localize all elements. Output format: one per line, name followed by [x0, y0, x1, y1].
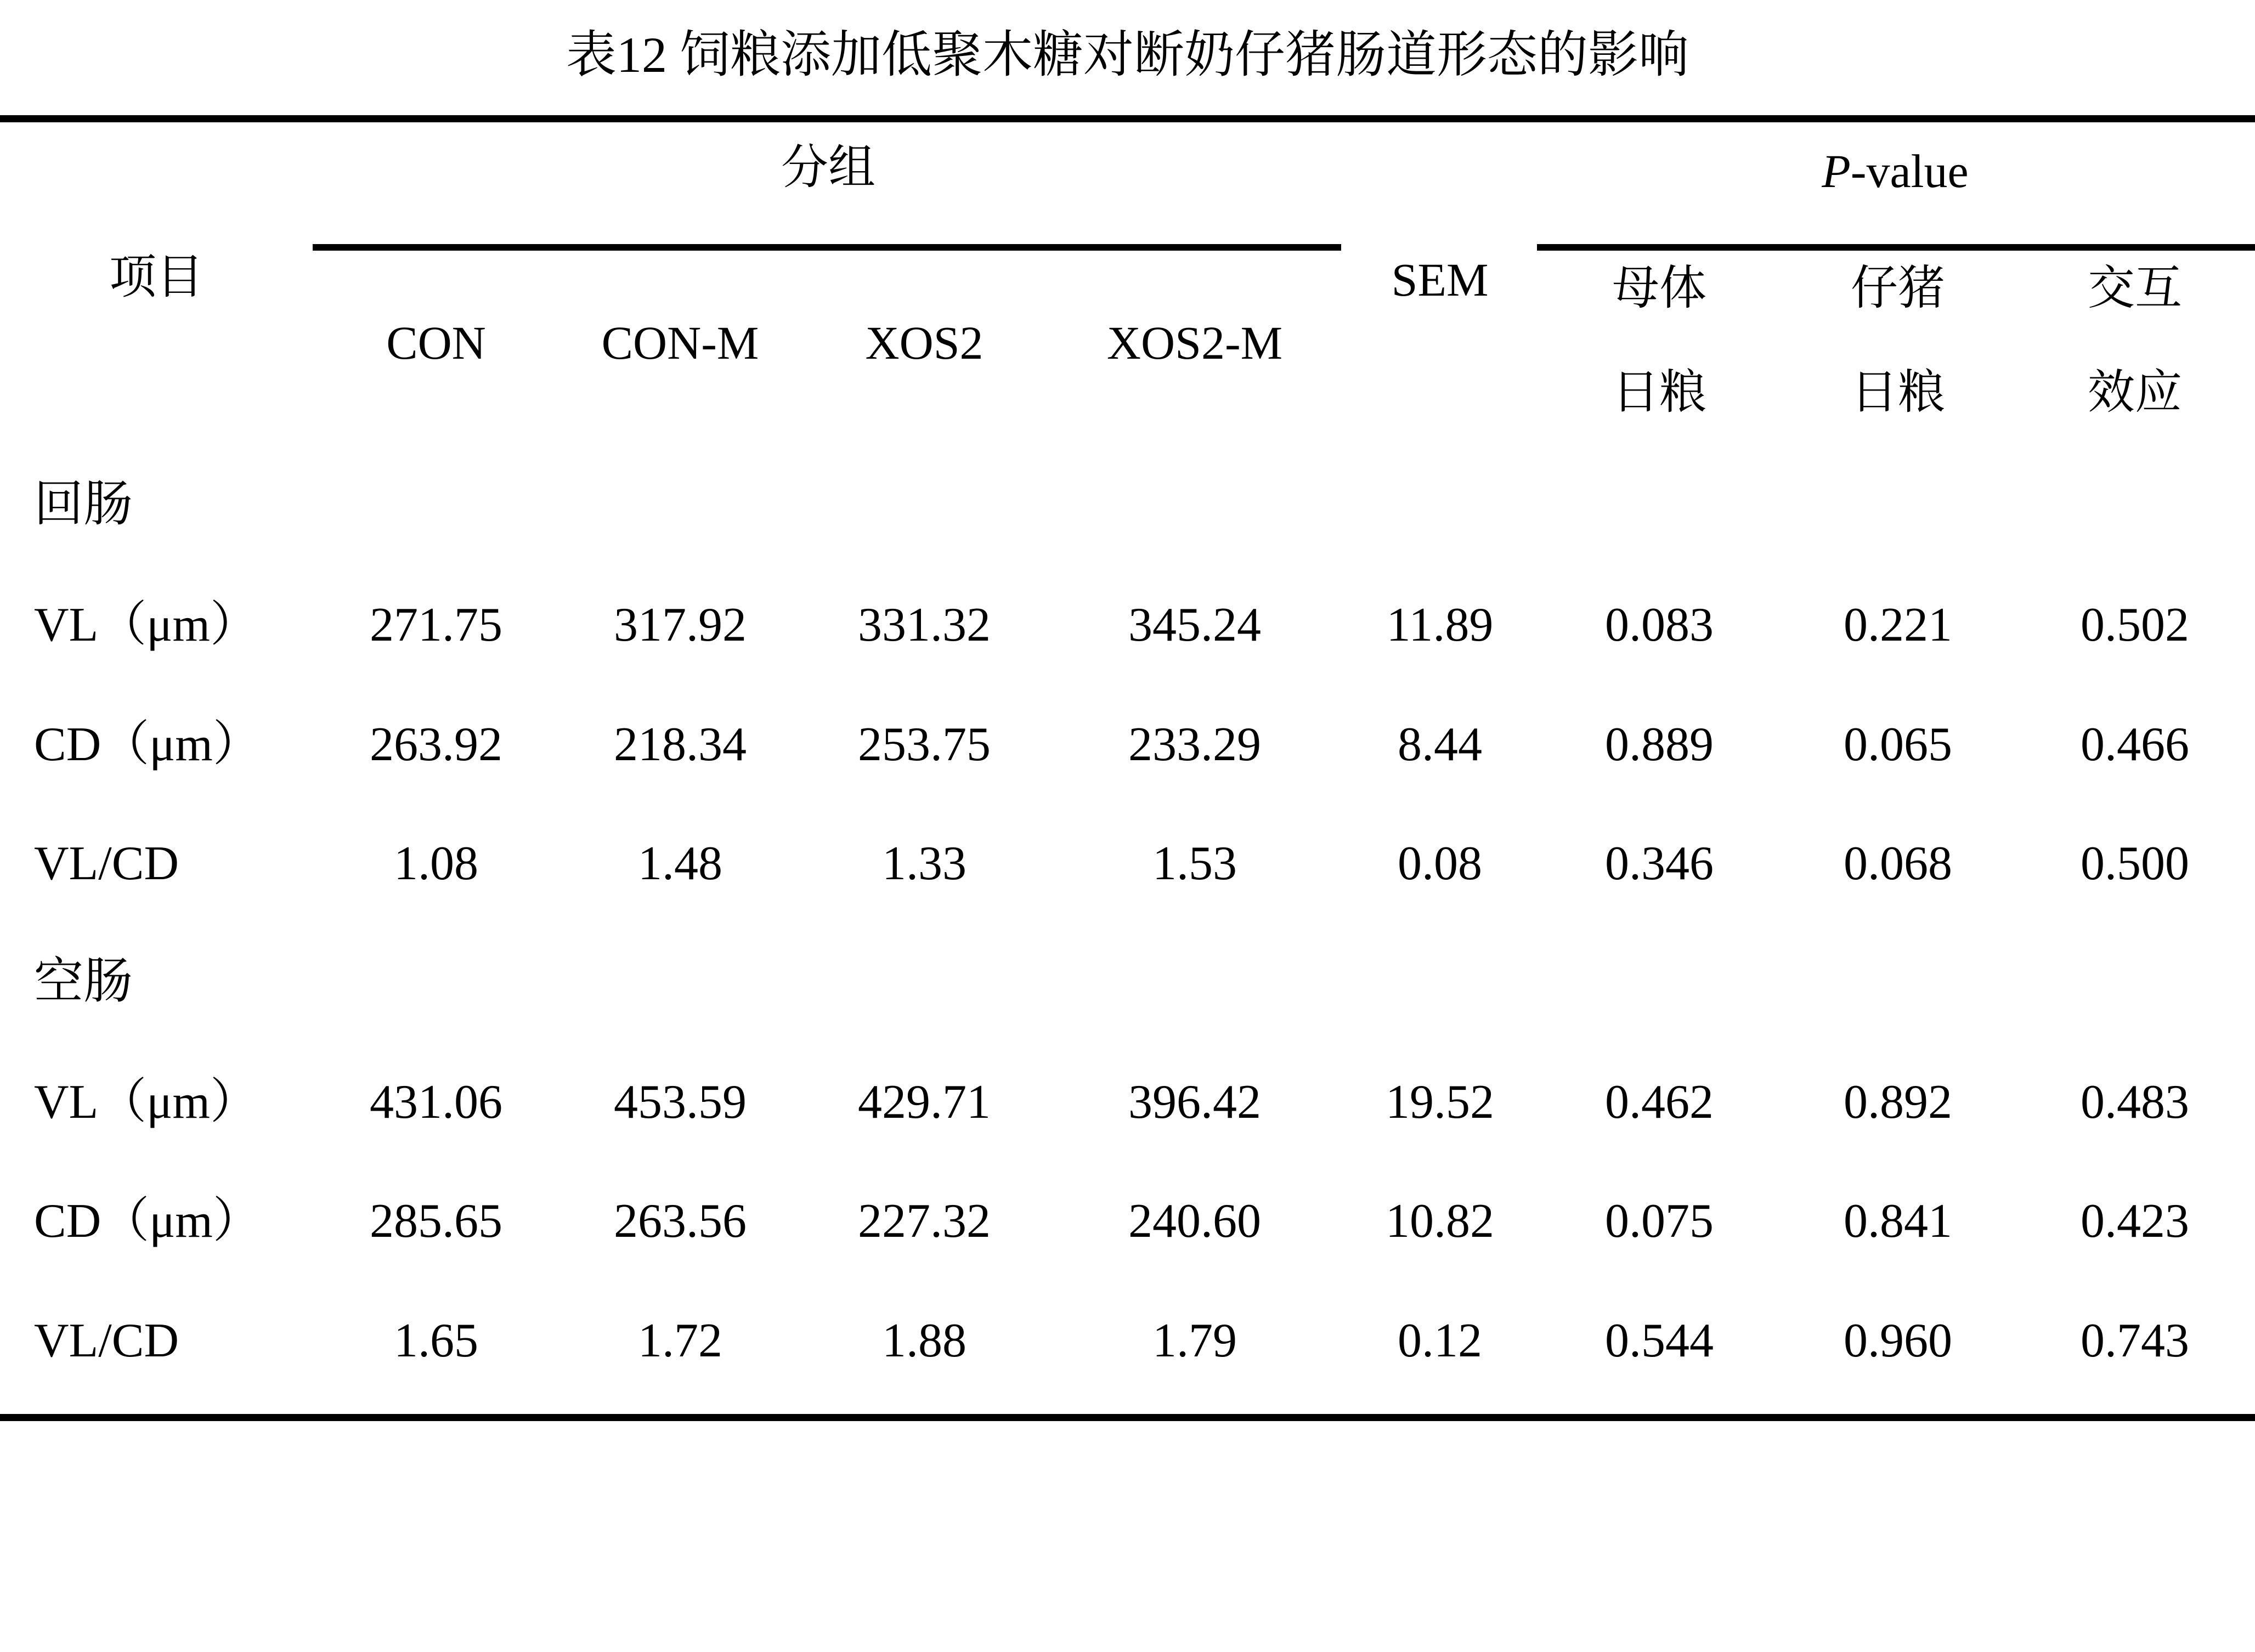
table-cell: 431.06 [370, 1076, 502, 1129]
p-col-maternal-line2: 日粮 [1612, 366, 1706, 418]
section-heading: 回肠 [34, 477, 133, 531]
table-cell: 0.12 [1398, 1314, 1482, 1367]
table-cell: 263.92 [370, 718, 502, 771]
row-label: CD（μm） [34, 1195, 261, 1248]
table-cell: 1.08 [394, 837, 478, 890]
pvalue-p: P [1822, 145, 1851, 197]
row-label: VL（μm） [34, 598, 258, 652]
group-header: 分组 [781, 141, 875, 194]
item-header: 项目 [109, 251, 204, 303]
table-cell: 0.346 [1605, 837, 1714, 890]
table-cell: 396.42 [1128, 1076, 1261, 1129]
table-cell: 218.34 [614, 718, 747, 771]
table-cell: 240.60 [1128, 1195, 1261, 1248]
table-cell: 0.502 [2081, 598, 2189, 652]
p-col-maternal-line1: 母体 [1612, 262, 1706, 314]
table-cell: 0.083 [1605, 598, 1714, 652]
table-cell: 233.29 [1128, 718, 1261, 771]
table-title: 表12 饲粮添加低聚木糖对断奶仔猪肠道形态的影响 [566, 27, 1689, 83]
table-cell: 0.08 [1398, 837, 1482, 890]
row-label: VL（μm） [34, 1076, 258, 1129]
pvalue-suffix: -value [1850, 145, 1969, 197]
table-cell: 1.79 [1152, 1314, 1237, 1367]
table-cell: 1.65 [394, 1314, 478, 1367]
table-cell: 285.65 [370, 1195, 502, 1248]
pvalue-rule [1537, 244, 2255, 251]
table-cell: 1.48 [638, 837, 722, 890]
group-col-con: CON [386, 316, 486, 369]
table-cell: 0.960 [1844, 1314, 1952, 1367]
table-cell: 0.221 [1844, 598, 1952, 652]
row-label: VL/CD [34, 837, 179, 890]
table-cell: 0.065 [1844, 718, 1952, 771]
table-cell: 0.892 [1844, 1076, 1952, 1129]
top-rule [0, 115, 2255, 122]
pvalue-header [1822, 144, 1968, 199]
table-cell: 0.075 [1605, 1195, 1714, 1248]
table-cell: 0.500 [2081, 837, 2189, 890]
table-cell: 1.33 [882, 837, 967, 890]
table-cell: 253.75 [858, 718, 991, 771]
table-cell: 331.32 [858, 598, 991, 652]
table-cell: 0.423 [2081, 1195, 2189, 1248]
bottom-rule [0, 1414, 2255, 1421]
table-cell: 263.56 [614, 1195, 747, 1248]
table-cell: 0.466 [2081, 718, 2189, 771]
table-cell: 8.44 [1398, 718, 1482, 771]
table-cell: 429.71 [858, 1076, 991, 1129]
table-cell: 0.068 [1844, 837, 1952, 890]
table-cell: 227.32 [858, 1195, 991, 1248]
table-cell: 0.462 [1605, 1076, 1714, 1129]
p-col-piglet-line2: 日粮 [1851, 366, 1945, 418]
table-cell: 10.82 [1386, 1195, 1494, 1248]
p-col-interaction-line2: 效应 [2088, 366, 2182, 418]
table-cell: 19.52 [1386, 1076, 1494, 1129]
group-rule [313, 244, 1341, 251]
row-label: CD（μm） [34, 718, 261, 771]
table-cell: 345.24 [1128, 598, 1261, 652]
p-col-interaction-line1: 交互 [2088, 262, 2182, 314]
table-cell: 0.841 [1844, 1195, 1952, 1248]
table-cell: 0.889 [1605, 718, 1714, 771]
sem-header: SEM [1391, 253, 1489, 306]
table-cell: 271.75 [370, 598, 502, 652]
table-cell: 1.88 [882, 1314, 967, 1367]
table-cell: 0.483 [2081, 1076, 2189, 1129]
p-col-piglet-line1: 仔猪 [1851, 262, 1945, 314]
row-label: VL/CD [34, 1314, 179, 1367]
table-cell: 1.72 [638, 1314, 722, 1367]
table-cell: 1.53 [1152, 837, 1237, 890]
table-cell: 317.92 [614, 598, 747, 652]
table-cell: 11.89 [1386, 598, 1494, 652]
group-col-con-m: CON-M [601, 316, 759, 369]
table-cell: 453.59 [614, 1076, 747, 1129]
table-cell: 0.743 [2081, 1314, 2189, 1367]
table-cell: 0.544 [1605, 1314, 1714, 1367]
group-col-xos2: XOS2 [865, 316, 984, 369]
group-col-xos2-m: XOS2-M [1106, 316, 1283, 369]
section-heading: 空肠 [34, 954, 133, 1009]
